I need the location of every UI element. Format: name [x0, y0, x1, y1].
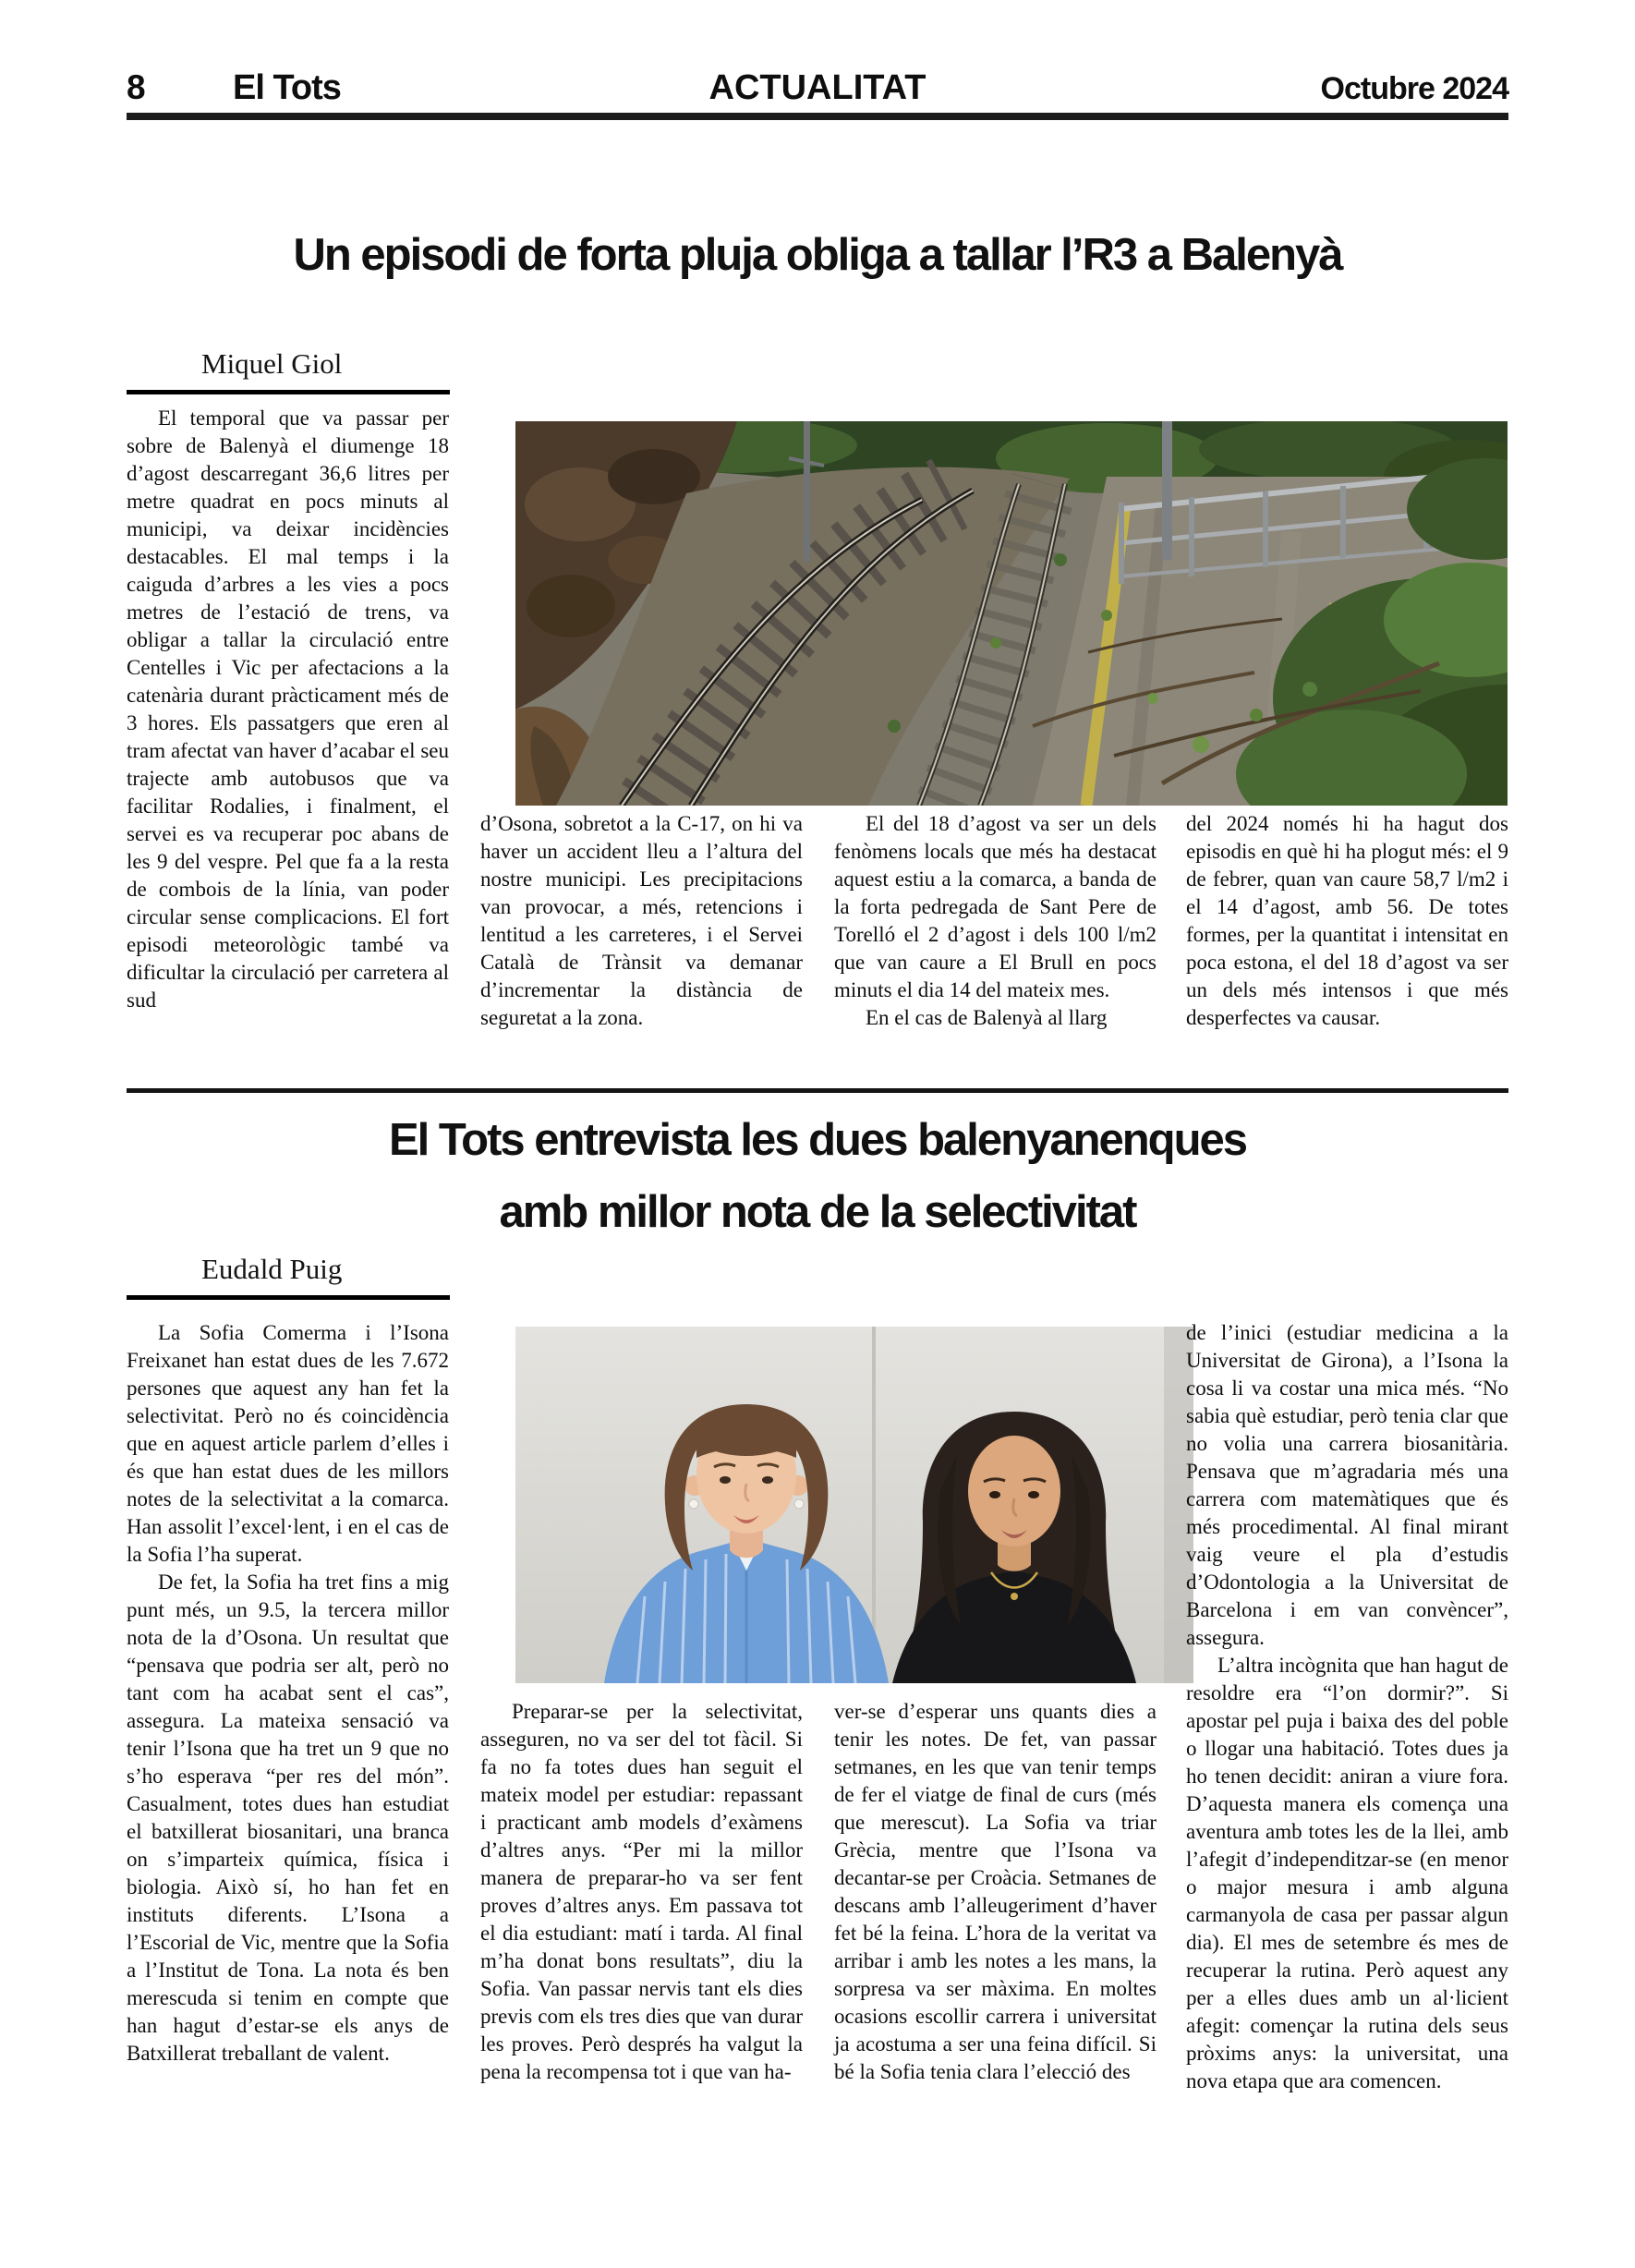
students-portrait-photo [515, 1327, 1193, 1683]
article-separator-rule [127, 1088, 1508, 1093]
body-paragraph: L’altra incògnita que han hagut de resoldre era “l’on dormir?”. Si apostar pel puja i baixa des del poble o llogar una habitació. Totes dues ja ho tenen decidit: aniran a viure fora. D’aquesta manera els comença una aventura amb totes les de la llei, amb l’afegit d’independitzar-se (en menor o major mesura i amb alguna carmanyola de casa per passar algun dia). El mes de setembre és mes de recuperar la rutina. Però aquest any per a elles dues amb un al·licient afegit: començar la rutina dels seus pròxims anys: la universitat, una nova etapa que ara comencen. [1186, 1654, 1508, 2092]
article2-byline-rule [127, 1295, 450, 1300]
header-rule [127, 113, 1508, 120]
body-paragraph: d’Osona, sobretot a la C-17, on hi va haver un accident lleu a l’altura del nostre municipi. Les precipitacions van provocar, a més, retencions i lentitud a les carreteres, i el Servei Català de Trànsit va demanar d’incrementar la distància de seguretat a la zona. [480, 812, 803, 1029]
article1-column-4 [1186, 810, 1508, 1032]
body-paragraph: ver-se d’esperar uns quants dies a tenir les notes. De fet, van passar setmanes, en les que van tenir temps de fer el viatge de final de curs (més que merescut). La Sofia va triar Grècia, mentre que l’Isona va decantar-se per Croàcia. Setmanes de descans amb l’alleugeriment d’haver fet bé la feina. L’hora de la veritat va arribar i amb les notes a les mans, la sorpresa va ser màxima. En moltes ocasions escollir carrera i universitat ja acostuma a ser una feina difícil. Si bé la Sofia tenia clara l’elecció des [834, 1700, 1157, 2083]
railway-photo-illustration [515, 421, 1508, 806]
body-paragraph: En el cas de Balenyà al llarg [866, 1006, 1108, 1029]
railway-storm-photo [515, 421, 1508, 806]
issue-date: Octubre 2024 [1320, 71, 1508, 106]
body-paragraph: La Sofia Comerma i l’Isona Freixanet han estat dues de les 7.672 persones que aquest any han fet la selectivitat. Però no és coincidència que en aquest article parlem d’elles i és que han estat dues de les millors notes de la selectivitat a la comarca. Han assolit l’excel·lent, i en el cas de la Sofia l’ha superat. [127, 1321, 449, 1566]
body-paragraph: del 2024 només hi ha hagut dos episodis en què hi ha plogut més: el 9 de febrer, quan van caure 58,7 l/m2 i el 14 d’agost, amb 56. De totes formes, per la quantitat i intensitat en poca estona, el del 18 d’agost va ser un dels més intensos i que més desperfectes va causar. [1186, 812, 1508, 1029]
article2-column-2 [480, 1698, 803, 2086]
article1-column-1 [127, 405, 449, 1014]
page-header [127, 67, 1508, 107]
body-paragraph: Preparar-se per la selectivitat, asseguren, no va ser del tot fàcil. Si fa no fa totes dues han seguit el mateix model per estudiar: repassant i practicant amb models d’exàmens d’altres anys. “Per mi la millor manera de preparar-ho va ser fent proves d’altres anys. Em passava tot el dia estudiant: matí i tarda. Al final m’ha donat bons resultats”, diu la Sofia. Van passar nervis tant els dies previs com els tres dies que van durar les proves. Però després ha valgut la pena la recompensa tot i que van ha- [480, 1700, 803, 2083]
masthead: El Tots [233, 68, 341, 107]
article2-column-1 [127, 1319, 449, 2068]
article1-headline: Un episodi de forta pluja obliga a tallar l’R3 a Balenyà [293, 230, 1342, 280]
article2-byline: Eudald Puig [201, 1253, 343, 1285]
article2-column-3 [834, 1698, 1157, 2086]
article1-byline: Miquel Giol [201, 347, 343, 380]
article1-column-3 [834, 810, 1157, 1032]
article1-byline-rule [127, 390, 450, 394]
article2-column-4 [1186, 1319, 1508, 2095]
body-paragraph: De fet, la Sofia ha tret fins a mig punt més, un 9.5, la tercera millor nota de la d’Osona. Un resultat que “pensava que podria ser alt, però no tant com ha acabat sent el cas”, assegura. La mateixa sensació va tenir l’Isona que ha tret un 9 que no s’ho esperava “per res del món”. Casualment, totes dues han estudiat el batxillerat biosanitari, una branca on s’imparteix química, física i biologia. Això sí, ho han fet en instituts diferents. L’Isona a l’Escorial de Vic, mentre que la Sofia a l’Institut de Tona. La nota és ben merescuda si tenim en compte que han hagut d’estar-se els anys de Batxillerat treballant de valent. [127, 1571, 449, 2065]
body-paragraph: de l’inici (estudiar medicina a la Universitat de Girona), a l’Isona la cosa li va costar una mica més. “No sabia què estudiar, però tenia clar que no volia una carrera biosanitària. Pensava que m’agradaria més una carrera com matemàtiques que és més procedimental. Al final mirant vaig veure el pla d’estudis d’Odontologia a la Universitat de Barcelona i em van convèncer”, assegura. [1186, 1321, 1508, 1649]
article1-column-2 [480, 810, 803, 1032]
page-number: 8 [127, 68, 145, 106]
article2-headline-line2: amb millor nota de la selectivitat [499, 1187, 1136, 1237]
body-paragraph: El temporal que va passar per sobre de Balenyà el diumenge 18 d’agost descarregant 36,6 litres per metre quadrat en pocs minuts al municipi, va deixar incidències destacables. El mal temps i la caiguda d’arbres a les vies a pocs metres de l’estació de trens, va obligar a tallar la circulació entre Centelles i Vic per afectacions a la catenària durant pràcticament més de 3 hores. Els passatgers que eren al tram afectat van haver d’acabar el seu trajecte amb autobusos que va facilitar Rodalies, i finalment, el servei es va recuperar poc abans de les 9 del vespre. Pel que fa a la resta de combois de la línia, van poder circular sense complicacions. El fort episodi meteorològic també va dificultar la circulació per carretera al sud [127, 406, 449, 1012]
body-paragraph: El del 18 d’agost va ser un dels fenòmens locals que més ha destacat aquest estiu a la comarca, a banda de la forta pedregada de Sant Pere de Torelló el 2 d’agost i dels 100 l/m2 que van caure a El Brull en pocs minuts el dia 14 del mateix mes. [834, 812, 1157, 1001]
section-title: ACTUALITAT [708, 68, 926, 107]
portrait-photo-illustration [515, 1327, 1193, 1683]
article2-headline-line1: El Tots entrevista les dues balenyanenques [388, 1115, 1247, 1165]
